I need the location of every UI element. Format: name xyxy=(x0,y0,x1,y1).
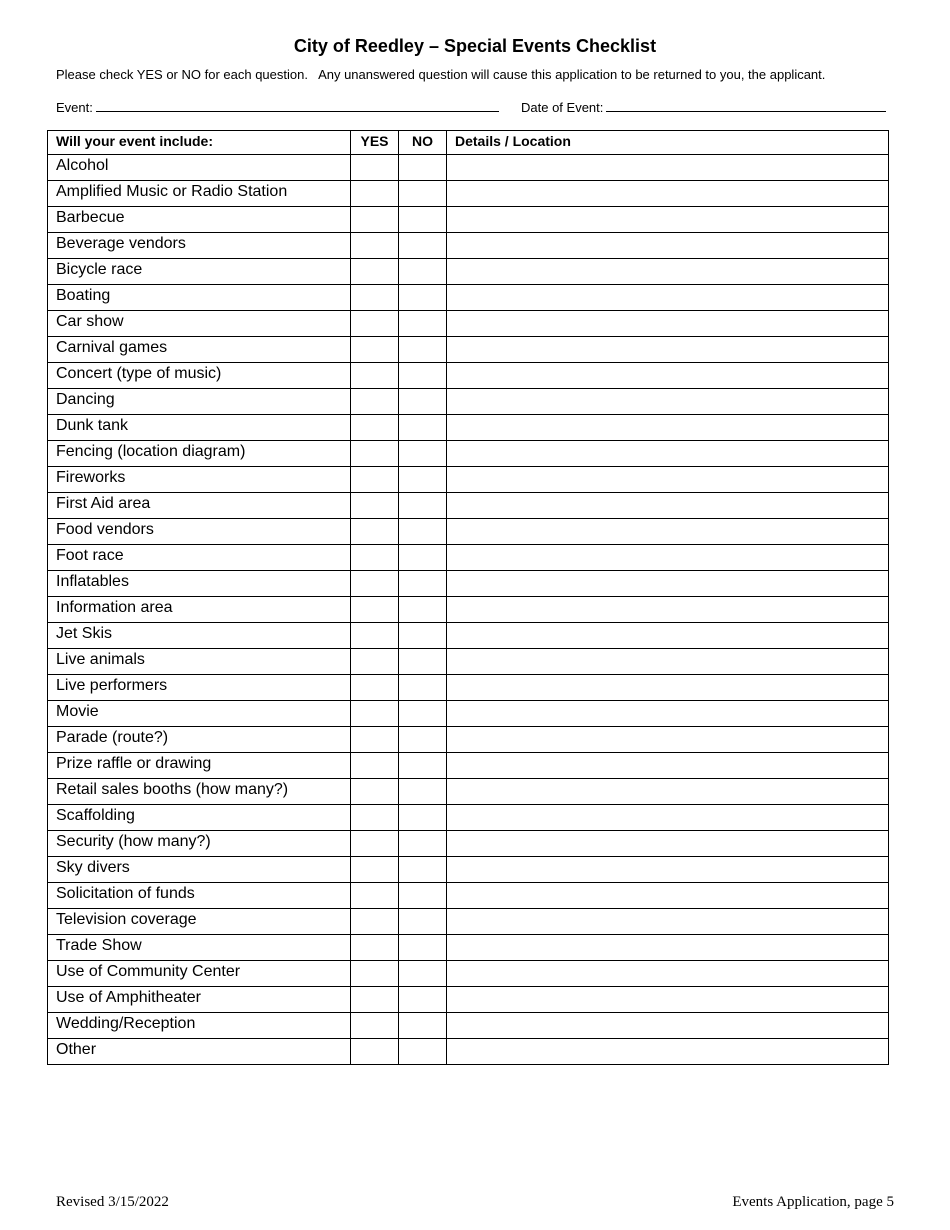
no-checkbox-cell[interactable] xyxy=(399,987,447,1013)
details-location-cell[interactable] xyxy=(447,883,889,909)
item-label: Foot race xyxy=(48,545,351,571)
no-checkbox-cell[interactable] xyxy=(399,805,447,831)
no-checkbox-cell[interactable] xyxy=(399,389,447,415)
no-checkbox-cell[interactable] xyxy=(399,883,447,909)
item-label: Wedding/Reception xyxy=(48,1013,351,1039)
item-label: Alcohol xyxy=(48,155,351,181)
event-input[interactable] xyxy=(96,99,499,112)
yes-checkbox-cell[interactable] xyxy=(351,337,399,363)
yes-checkbox-cell[interactable] xyxy=(351,753,399,779)
yes-checkbox-cell[interactable] xyxy=(351,441,399,467)
yes-checkbox-cell[interactable] xyxy=(351,675,399,701)
no-checkbox-cell[interactable] xyxy=(399,623,447,649)
details-location-cell[interactable] xyxy=(447,961,889,987)
no-checkbox-cell[interactable] xyxy=(399,493,447,519)
table-row xyxy=(48,363,889,389)
no-checkbox-cell[interactable] xyxy=(399,909,447,935)
details-location-cell[interactable] xyxy=(447,493,889,519)
item-label: Live performers xyxy=(48,675,351,701)
yes-checkbox-cell[interactable] xyxy=(351,1013,399,1039)
details-location-cell[interactable] xyxy=(447,467,889,493)
details-location-cell[interactable] xyxy=(447,441,889,467)
item-label: Use of Community Center xyxy=(48,961,351,987)
item-label: Inflatables xyxy=(48,571,351,597)
date-of-event-input[interactable] xyxy=(606,99,886,112)
table-row xyxy=(48,675,889,701)
yes-checkbox-cell[interactable] xyxy=(351,311,399,337)
no-checkbox-cell[interactable] xyxy=(399,571,447,597)
table-row xyxy=(48,545,889,571)
yes-checkbox-cell[interactable] xyxy=(351,467,399,493)
details-location-cell[interactable] xyxy=(447,337,889,363)
event-label: Event: xyxy=(56,100,93,115)
date-of-event-label: Date of Event: xyxy=(521,100,604,115)
table-row xyxy=(48,831,889,857)
details-location-cell[interactable] xyxy=(447,1013,889,1039)
yes-checkbox-cell[interactable] xyxy=(351,935,399,961)
item-label: Beverage vendors xyxy=(48,233,351,259)
details-location-cell[interactable] xyxy=(447,1039,889,1065)
table-row xyxy=(48,207,889,233)
table-row xyxy=(48,259,889,285)
details-location-cell[interactable] xyxy=(447,233,889,259)
item-label: Carnival games xyxy=(48,337,351,363)
yes-checkbox-cell[interactable] xyxy=(351,623,399,649)
yes-checkbox-cell[interactable] xyxy=(351,909,399,935)
details-location-cell[interactable] xyxy=(447,727,889,753)
details-column-header: Details / Location xyxy=(447,131,889,155)
yes-checkbox-cell[interactable] xyxy=(351,493,399,519)
item-column-header: Will your event include: xyxy=(48,131,351,155)
yes-checkbox-cell[interactable] xyxy=(351,649,399,675)
table-row xyxy=(48,909,889,935)
details-location-cell[interactable] xyxy=(447,181,889,207)
no-checkbox-cell[interactable] xyxy=(399,675,447,701)
details-location-cell[interactable] xyxy=(447,597,889,623)
instructions-text: Please check YES or NO for each question. Any unanswered question will cause this application to be returned to you, the applicant. xyxy=(56,67,826,82)
table-row xyxy=(48,1039,889,1065)
no-checkbox-cell[interactable] xyxy=(399,181,447,207)
yes-checkbox-cell[interactable] xyxy=(351,701,399,727)
item-label: Dancing xyxy=(48,389,351,415)
item-label: Dunk tank xyxy=(48,415,351,441)
yes-checkbox-cell[interactable] xyxy=(351,259,399,285)
details-location-cell[interactable] xyxy=(447,571,889,597)
yes-checkbox-cell[interactable] xyxy=(351,961,399,987)
no-checkbox-cell[interactable] xyxy=(399,233,447,259)
item-label: Concert (type of music) xyxy=(48,363,351,389)
item-label: Retail sales booths (how many?) xyxy=(48,779,351,805)
no-checkbox-cell[interactable] xyxy=(399,753,447,779)
no-checkbox-cell[interactable] xyxy=(399,415,447,441)
yes-checkbox-cell[interactable] xyxy=(351,1039,399,1065)
item-label: Parade (route?) xyxy=(48,727,351,753)
details-location-cell[interactable] xyxy=(447,753,889,779)
item-label: Food vendors xyxy=(48,519,351,545)
table-row xyxy=(48,155,889,181)
yes-checkbox-cell[interactable] xyxy=(351,987,399,1013)
no-checkbox-cell[interactable] xyxy=(399,701,447,727)
yes-checkbox-cell[interactable] xyxy=(351,207,399,233)
table-row xyxy=(48,389,889,415)
no-checkbox-cell[interactable] xyxy=(399,961,447,987)
yes-checkbox-cell[interactable] xyxy=(351,831,399,857)
date-of-event-field xyxy=(521,99,886,116)
no-checkbox-cell[interactable] xyxy=(399,831,447,857)
yes-checkbox-cell[interactable] xyxy=(351,597,399,623)
page-title: City of Reedley – Special Events Checklist xyxy=(293,36,657,56)
table-row xyxy=(48,649,889,675)
table-row xyxy=(48,805,889,831)
details-location-cell[interactable] xyxy=(447,389,889,415)
details-location-cell[interactable] xyxy=(447,779,889,805)
no-column-header: NO xyxy=(399,131,447,155)
table-row xyxy=(48,571,889,597)
no-checkbox-cell[interactable] xyxy=(399,207,447,233)
no-checkbox-cell[interactable] xyxy=(399,519,447,545)
table-header-row xyxy=(48,131,889,155)
no-checkbox-cell[interactable] xyxy=(399,311,447,337)
checklist-body xyxy=(48,155,889,1065)
table-row xyxy=(48,987,889,1013)
yes-checkbox-cell[interactable] xyxy=(351,857,399,883)
yes-checkbox-cell[interactable] xyxy=(351,155,399,181)
details-location-cell[interactable] xyxy=(447,415,889,441)
yes-checkbox-cell[interactable] xyxy=(351,181,399,207)
details-location-cell[interactable] xyxy=(447,363,889,389)
details-location-cell[interactable] xyxy=(447,285,889,311)
table-row xyxy=(48,181,889,207)
item-label: Solicitation of funds xyxy=(48,883,351,909)
details-location-cell[interactable] xyxy=(447,831,889,857)
table-row xyxy=(48,623,889,649)
no-checkbox-cell[interactable] xyxy=(399,1039,447,1065)
yes-checkbox-cell[interactable] xyxy=(351,883,399,909)
table-row xyxy=(48,467,889,493)
details-location-cell[interactable] xyxy=(447,623,889,649)
details-location-cell[interactable] xyxy=(447,675,889,701)
table-row xyxy=(48,285,889,311)
details-location-cell[interactable] xyxy=(447,649,889,675)
yes-checkbox-cell[interactable] xyxy=(351,363,399,389)
details-location-cell[interactable] xyxy=(447,935,889,961)
table-row xyxy=(48,779,889,805)
yes-checkbox-cell[interactable] xyxy=(351,519,399,545)
item-label: Jet Skis xyxy=(48,623,351,649)
yes-checkbox-cell[interactable] xyxy=(351,805,399,831)
item-label: Car show xyxy=(48,311,351,337)
no-checkbox-cell[interactable] xyxy=(399,545,447,571)
no-checkbox-cell[interactable] xyxy=(399,857,447,883)
details-location-cell[interactable] xyxy=(447,909,889,935)
table-row xyxy=(48,727,889,753)
item-label: Trade Show xyxy=(48,935,351,961)
table-row xyxy=(48,857,889,883)
table-row xyxy=(48,883,889,909)
no-checkbox-cell[interactable] xyxy=(399,155,447,181)
item-label: Television coverage xyxy=(48,909,351,935)
details-location-cell[interactable] xyxy=(447,857,889,883)
no-checkbox-cell[interactable] xyxy=(399,779,447,805)
item-label: Fencing (location diagram) xyxy=(48,441,351,467)
item-label: Security (how many?) xyxy=(48,831,351,857)
no-checkbox-cell[interactable] xyxy=(399,285,447,311)
table-row xyxy=(48,337,889,363)
yes-checkbox-cell[interactable] xyxy=(351,233,399,259)
no-checkbox-cell[interactable] xyxy=(399,337,447,363)
item-label: Use of Amphitheater xyxy=(48,987,351,1013)
item-label: Barbecue xyxy=(48,207,351,233)
table-row xyxy=(48,311,889,337)
table-row xyxy=(48,935,889,961)
item-label: Amplified Music or Radio Station xyxy=(48,181,351,207)
details-location-cell[interactable] xyxy=(447,207,889,233)
no-checkbox-cell[interactable] xyxy=(399,597,447,623)
details-location-cell[interactable] xyxy=(447,311,889,337)
item-label: Movie xyxy=(48,701,351,727)
event-field xyxy=(56,99,499,116)
no-checkbox-cell[interactable] xyxy=(399,467,447,493)
item-label: Sky divers xyxy=(48,857,351,883)
details-location-cell[interactable] xyxy=(447,701,889,727)
item-label: Other xyxy=(48,1039,351,1065)
no-checkbox-cell[interactable] xyxy=(399,649,447,675)
details-location-cell[interactable] xyxy=(447,545,889,571)
yes-checkbox-cell[interactable] xyxy=(351,415,399,441)
table-row xyxy=(48,233,889,259)
yes-checkbox-cell[interactable] xyxy=(351,285,399,311)
details-location-cell[interactable] xyxy=(447,987,889,1013)
yes-checkbox-cell[interactable] xyxy=(351,779,399,805)
yes-checkbox-cell[interactable] xyxy=(351,727,399,753)
item-label: Boating xyxy=(48,285,351,311)
details-location-cell[interactable] xyxy=(447,259,889,285)
table-row xyxy=(48,441,889,467)
table-row xyxy=(48,493,889,519)
yes-checkbox-cell[interactable] xyxy=(351,389,399,415)
revised-date: Revised 3/15/2022 xyxy=(56,1194,169,1210)
item-label: Live animals xyxy=(48,649,351,675)
table-row xyxy=(48,597,889,623)
table-row xyxy=(48,961,889,987)
no-checkbox-cell[interactable] xyxy=(399,727,447,753)
no-checkbox-cell[interactable] xyxy=(399,259,447,285)
checklist-table xyxy=(47,130,889,1065)
yes-column-header: YES xyxy=(351,131,399,155)
no-checkbox-cell[interactable] xyxy=(399,441,447,467)
details-location-cell[interactable] xyxy=(447,805,889,831)
table-row xyxy=(48,415,889,441)
item-label: Prize raffle or drawing xyxy=(48,753,351,779)
yes-checkbox-cell[interactable] xyxy=(351,545,399,571)
item-label: Information area xyxy=(48,597,351,623)
no-checkbox-cell[interactable] xyxy=(399,1013,447,1039)
item-label: Scaffolding xyxy=(48,805,351,831)
table-row xyxy=(48,1013,889,1039)
item-label: First Aid area xyxy=(48,493,351,519)
details-location-cell[interactable] xyxy=(447,155,889,181)
yes-checkbox-cell[interactable] xyxy=(351,571,399,597)
table-row xyxy=(48,753,889,779)
no-checkbox-cell[interactable] xyxy=(399,363,447,389)
item-label: Fireworks xyxy=(48,467,351,493)
table-row xyxy=(48,701,889,727)
details-location-cell[interactable] xyxy=(447,519,889,545)
table-row xyxy=(48,519,889,545)
no-checkbox-cell[interactable] xyxy=(399,935,447,961)
page-number: Events Application, page 5 xyxy=(732,1194,894,1210)
item-label: Bicycle race xyxy=(48,259,351,285)
